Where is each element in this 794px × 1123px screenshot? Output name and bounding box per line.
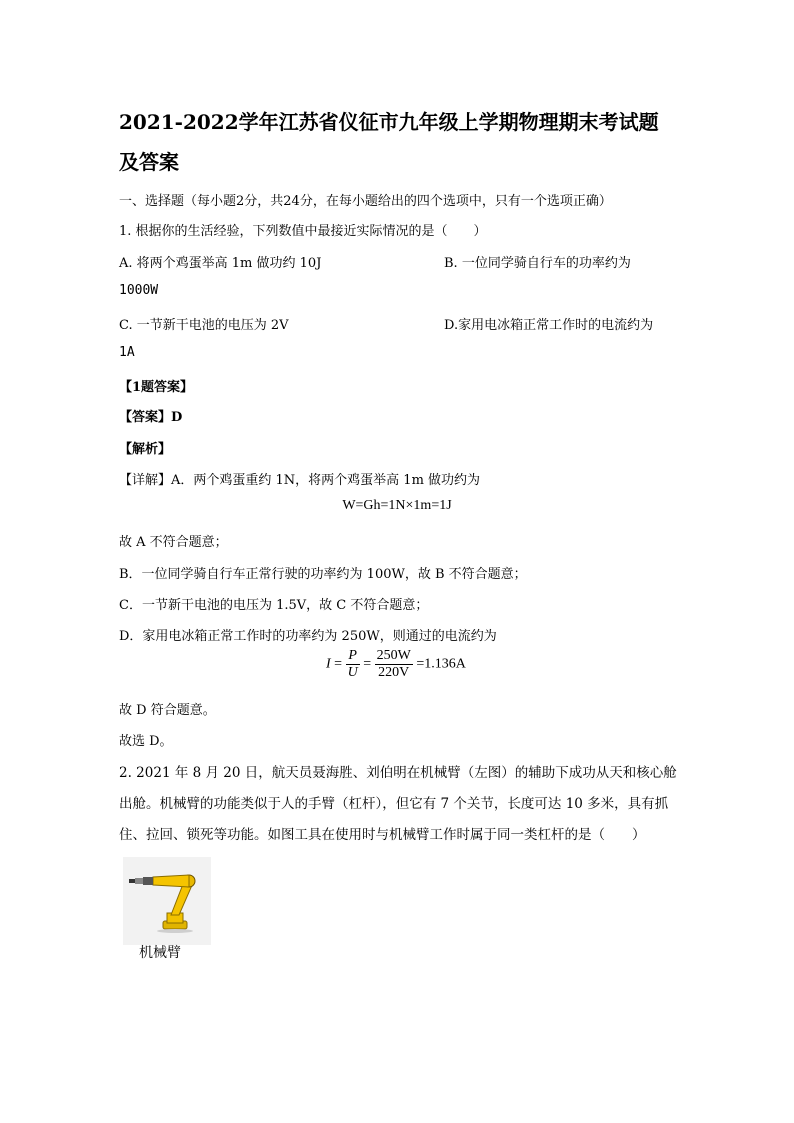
q1-conclusion-d: 故 D 符合题意。 — [119, 703, 216, 718]
q1-final-choice: 故选 D。 — [119, 734, 173, 749]
q1-analysis-heading: 【解析】 — [119, 442, 172, 457]
q1-option-b: B. 一位同学骑自行车的功率约为 — [444, 256, 631, 271]
q1-option-a: A. 将两个鸡蛋举高 1m 做功约 10J — [119, 256, 322, 271]
q1-option-c: C. 一节新干电池的电压为 2V — [119, 318, 289, 333]
robotic-arm-caption: 机械臂 — [139, 945, 181, 961]
fraction-numerator-power: 250W — [376, 648, 411, 663]
q1-explanation-b: B．一位同学骑自行车正常行驶的功率约为 100W，故 B 不符合题意； — [119, 567, 527, 582]
fraction-denominator-u: U — [347, 665, 358, 680]
q1-option-b-continued: 1000W — [119, 283, 159, 298]
robotic-arm-icon — [123, 857, 211, 945]
title-line-2: 及答案 — [119, 150, 179, 174]
q1-option-d-continued: 1A — [119, 345, 135, 360]
q1-explanation-d: D．家用电冰箱正常工作时的功率约为 250W，则通过的电流约为 — [119, 629, 497, 644]
q2-line-1: 2. 2021 年 8 月 20 日，航天员聂海胜、刘伯明在机械臂（左图）的辅助下成功从天和核心舱 — [119, 765, 677, 781]
fraction-p-over-u — [346, 648, 360, 681]
formula-current-result: =1.136A — [416, 656, 466, 672]
robotic-arm-image — [123, 857, 211, 945]
formula-current-lhs: I — [326, 656, 331, 672]
q1-explanation-c: C．一节新干电池的电压为 1.5V，故 C 不符合题意； — [119, 598, 429, 613]
formula-work: W=Gh=1N×1m=1J — [342, 498, 452, 513]
fraction-power-over-voltage — [375, 648, 413, 681]
q1-conclusion-a: 故 A 不符合题意； — [119, 535, 228, 550]
formula-current: I = $\frac{P}{U}$ = $\frac{250W}{220V}$ =1.136A — [326, 648, 466, 680]
q1-answer-heading: 【1题答案】 — [119, 380, 194, 395]
section-heading: 一、选择题（每小题2分，共24分，在每小题给出的四个选项中，只有一个选项正确） — [119, 194, 612, 209]
fraction-denominator-voltage: 220V — [378, 665, 410, 680]
q1-answer: 【答案】D — [119, 410, 183, 425]
q1-stem: 1. 根据你的生活经验，下列数值中最接近实际情况的是（ ） — [119, 224, 487, 239]
q1-option-d: D.家用电冰箱正常工作时的电流约为 — [444, 318, 654, 333]
q1-detail: 【详解】A．两个鸡蛋重约 1N，将两个鸡蛋举高 1m 做功约为 — [119, 473, 481, 488]
q2-line-3: 住、拉回、锁死等功能。如图工具在使用时与机械臂工作时属于同一类杠杆的是（ ） — [119, 827, 646, 843]
fraction-numerator-p: P — [346, 648, 360, 665]
title-line-1: 2021-2022学年江苏省仪征市九年级上学期物理期末考试题 — [119, 110, 659, 134]
q2-line-2: 出舱。机械臂的功能类似于人的手臂（杠杆），但它有 7 个关节，长度可达 10 多米，具有抓 — [119, 796, 669, 812]
